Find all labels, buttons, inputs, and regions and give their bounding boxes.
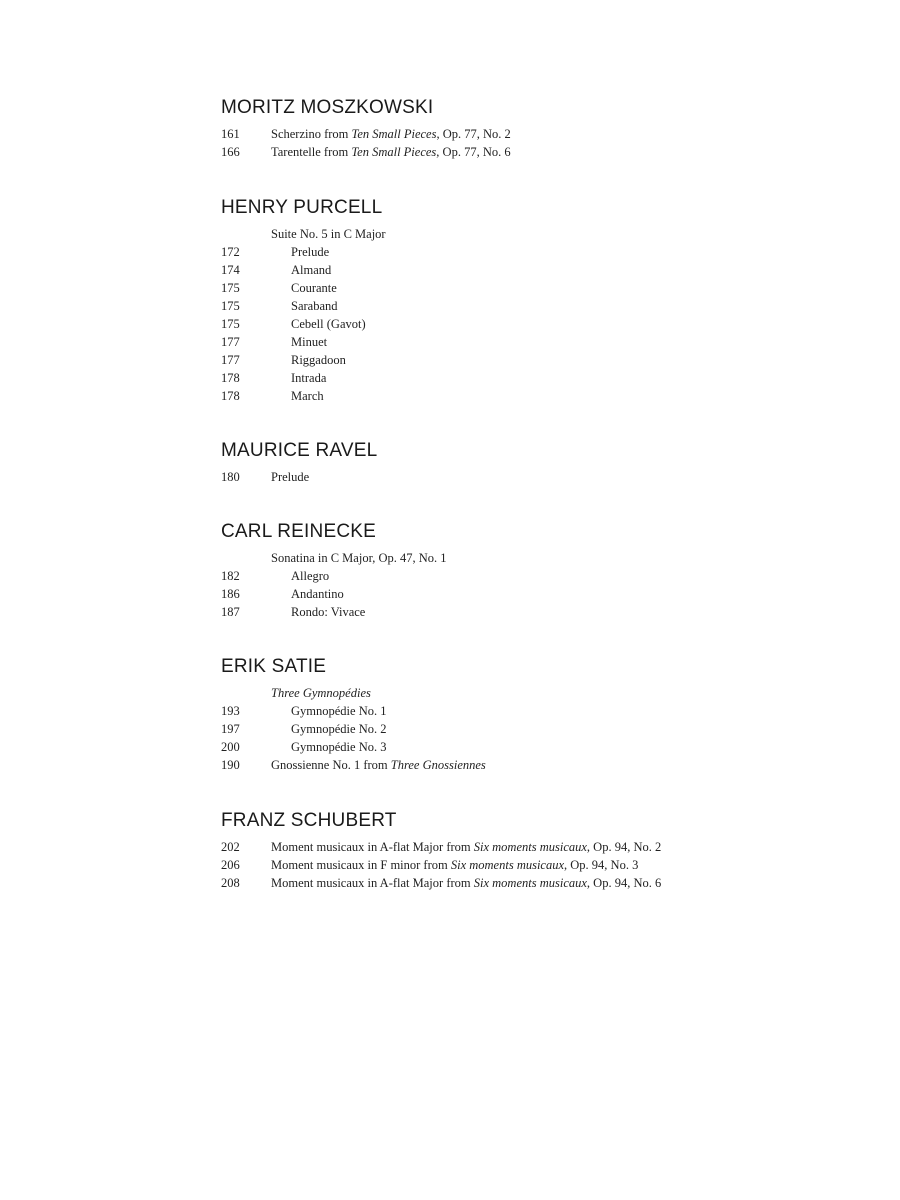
contents-entry[interactable] xyxy=(221,702,861,720)
composer-section-ravel xyxy=(221,438,861,486)
contents-entry[interactable] xyxy=(221,315,861,333)
contents-entry[interactable] xyxy=(221,333,861,351)
page-number: 175 xyxy=(221,281,240,295)
page-number: 186 xyxy=(221,587,240,601)
composer-section-schubert xyxy=(221,808,861,892)
composer-name: HENRY PURCELL xyxy=(221,197,383,218)
composer-name: CARL REINECKE xyxy=(221,521,376,542)
piece-title: Prelude xyxy=(271,470,310,484)
page-number: 166 xyxy=(221,145,240,159)
movement-title: Gymnopédie No. 1 xyxy=(291,704,387,718)
page-number: 178 xyxy=(221,389,240,403)
movement-title: March xyxy=(291,389,324,403)
piece-title: Scherzino from Ten Small Pieces, Op. 77, No. 2 xyxy=(271,127,511,141)
page-number: 177 xyxy=(221,335,240,349)
contents-entry[interactable] xyxy=(221,874,861,892)
contents-entry[interactable] xyxy=(221,279,861,297)
contents-entry[interactable] xyxy=(221,738,861,756)
work-group-heading: Sonatina in C Major, Op. 47, No. 1 xyxy=(271,551,447,565)
composer-name: ERIK SATIE xyxy=(221,656,327,677)
composer-name: MORITZ MOSZKOWSKI xyxy=(221,97,434,118)
movement-title: Allegro xyxy=(291,569,330,583)
page-number: 193 xyxy=(221,704,240,718)
piece-title: Moment musicaux in A-flat Major from Six moments musicaux, Op. 94, No. 6 xyxy=(271,876,662,890)
contents-entry[interactable] xyxy=(221,369,861,387)
contents-entry[interactable] xyxy=(221,585,861,603)
page-number: 178 xyxy=(221,371,240,385)
work-group-heading: Three Gymnopédies xyxy=(271,686,371,700)
composer-name: FRANZ SCHUBERT xyxy=(221,810,397,831)
contents-entry[interactable] xyxy=(221,603,861,621)
page-number: 177 xyxy=(221,353,240,367)
movement-title: Intrada xyxy=(291,371,327,385)
contents-entry[interactable] xyxy=(221,468,861,486)
movement-title: Prelude xyxy=(291,245,330,259)
page-number: 175 xyxy=(221,317,240,331)
page-number: 206 xyxy=(221,858,240,872)
composer-section-satie xyxy=(221,654,861,774)
composer-section-purcell xyxy=(221,195,861,405)
movement-title: Andantino xyxy=(291,587,344,601)
movement-title: Minuet xyxy=(291,335,328,349)
piece-title: Gnossienne No. 1 from Three Gnossiennes xyxy=(271,758,486,772)
contents-entry[interactable] xyxy=(221,567,861,585)
contents-entry[interactable] xyxy=(221,125,861,143)
page-number: 200 xyxy=(221,740,240,754)
work-group-heading: Suite No. 5 in C Major xyxy=(271,227,386,241)
movement-title: Saraband xyxy=(291,299,338,313)
movement-title: Rondo: Vivace xyxy=(291,605,366,619)
page-number: 208 xyxy=(221,876,240,890)
contents-entry[interactable] xyxy=(221,856,861,874)
contents-entry[interactable] xyxy=(221,261,861,279)
piece-title: Moment musicaux in F minor from Six moments musicaux, Op. 94, No. 3 xyxy=(271,858,639,872)
piece-title: Moment musicaux in A-flat Major from Six moments musicaux, Op. 94, No. 2 xyxy=(271,840,662,854)
page-number: 175 xyxy=(221,299,240,313)
page-number: 182 xyxy=(221,569,240,583)
movement-title: Cebell (Gavot) xyxy=(291,317,366,331)
movement-title: Gymnopédie No. 2 xyxy=(291,722,387,736)
contents-entry[interactable] xyxy=(221,387,861,405)
composer-section-moszkowski xyxy=(221,95,861,161)
page-number: 174 xyxy=(221,263,240,277)
movement-title: Gymnopédie No. 3 xyxy=(291,740,387,754)
composer-section-reinecke xyxy=(221,519,861,621)
movement-title: Riggadoon xyxy=(291,353,346,367)
page-number: 187 xyxy=(221,605,240,619)
page-number: 180 xyxy=(221,470,240,484)
page-number: 202 xyxy=(221,840,240,854)
contents-entry[interactable] xyxy=(221,143,861,161)
page-number: 161 xyxy=(221,127,240,141)
contents-entry[interactable] xyxy=(221,297,861,315)
contents-entry[interactable] xyxy=(221,351,861,369)
contents-entry[interactable] xyxy=(221,756,861,774)
page-number: 172 xyxy=(221,245,240,259)
page-number: 190 xyxy=(221,758,240,772)
movement-title: Almand xyxy=(291,263,332,277)
movement-title: Courante xyxy=(291,281,337,295)
contents-entry[interactable] xyxy=(221,720,861,738)
page-number: 197 xyxy=(221,722,240,736)
piece-title: Tarentelle from Ten Small Pieces, Op. 77, No. 6 xyxy=(271,145,511,159)
contents-entry[interactable] xyxy=(221,243,861,261)
composer-name: MAURICE RAVEL xyxy=(221,440,378,461)
contents-entry[interactable] xyxy=(221,838,861,856)
